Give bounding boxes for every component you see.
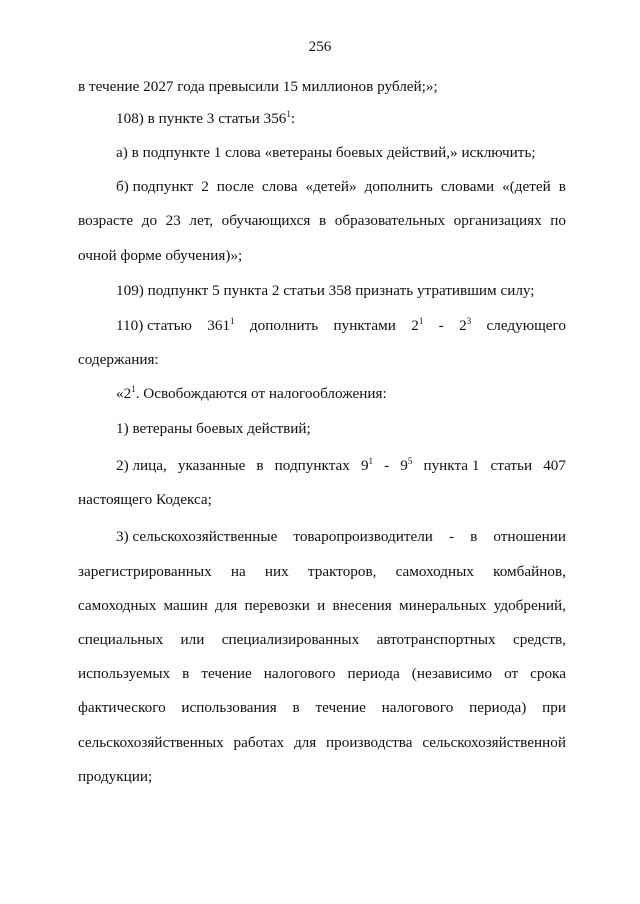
word: 23 [165,212,181,229]
word: используемых [78,665,171,682]
superscript: 1 [368,456,374,466]
word: тракторов, [307,563,377,580]
page-number: 256 [308,38,332,55]
text-line-14 [116,527,566,547]
word: лет, [189,212,214,229]
word: после [216,178,254,195]
word: и [317,597,326,614]
line-10-superscript: 1 [131,384,136,394]
word: автотранспортных [376,631,496,648]
word: периода [347,665,400,682]
text-line-17 [78,630,566,650]
word: течение [315,699,366,716]
word: использования [181,699,277,716]
word: при [542,699,566,716]
word: в [558,178,566,195]
word: внесения [332,597,392,614]
word: пункта 1 [423,457,480,474]
line-2-colon: : [290,110,296,127]
text-line-18 [78,664,566,684]
word: течение [201,665,252,682]
word: подпунктах [274,457,350,474]
text-line-10 [116,384,387,404]
text-line-12 [116,456,566,476]
text-line-9: содержания: [78,351,159,368]
word: 2 [459,317,467,334]
word: образовательных [334,212,446,229]
text-line-7: 109) подпункт 5 пункта 2 статьи 358 признать утратившим силу; [116,282,535,299]
word: зарегистрированных [78,563,212,580]
word: удобрений, [493,597,566,614]
text-line-1: в течение 2027 года превысили 15 миллионов рублей;»; [78,78,438,95]
word: них [264,563,289,580]
text-line-15 [78,562,566,582]
word: специализированных [221,631,360,648]
word: пунктами [333,317,396,334]
word: обучающихся [221,212,311,229]
superscript: 1 [230,316,235,326]
word: «детей» [305,178,357,195]
line-10-text: . Освобождаются от налогообложения: [135,385,387,402]
word: производства [326,734,413,751]
text-line-5 [78,211,566,231]
word: в [470,528,478,545]
word-with-superscript [207,316,234,336]
word: для [214,597,238,614]
line-2-text: 108) в пункте 3 статьи 356 [116,110,287,127]
word: комбайнов, [493,563,566,580]
text-line-3: а) в подпункте 1 слова «ветераны боевых действий,» исключить; [116,144,536,161]
text-line-2 [116,109,295,129]
word: 2 [411,317,419,334]
word: дополнить [364,178,433,195]
word: организациях [453,212,542,229]
word: следующего [486,317,566,334]
word: налогового [381,699,454,716]
word: в [292,699,300,716]
word: срока [530,665,566,682]
word: сельскохозяйственных [78,734,224,751]
word: 361 [207,317,231,334]
text-line-21: продукции; [78,768,153,785]
superscript: 5 [407,456,413,466]
word-with-superscript [459,316,471,336]
word: отношении [493,528,566,545]
word: - [438,317,444,334]
word: - [384,457,390,474]
word: периода) [469,699,527,716]
word: самоходных [78,597,157,614]
word: на [230,563,246,580]
word: 2) лица, [116,457,167,474]
word: в [319,212,327,229]
word: средств, [513,631,566,648]
word: (независимо [411,665,493,682]
word: самоходных [395,563,474,580]
text-line-13: настоящего Кодекса; [78,491,212,508]
word-with-superscript [411,316,423,336]
word: слова [261,178,298,195]
word: «(детей [502,178,551,195]
word-with-superscript [400,456,412,476]
text-line-6: очной форме обучения)»; [78,247,243,264]
word: до [141,212,158,229]
word: в [182,665,190,682]
text-line-4 [116,177,566,197]
word: 110) статью [116,317,192,334]
text-line-20 [78,733,566,753]
word: дополнить [249,317,319,334]
superscript: 1 [418,316,424,326]
word: словами [440,178,495,195]
line-10-quote-number: «2 [116,385,132,402]
word: указанные [177,457,246,474]
word: работах [233,734,285,751]
word: 407 [543,457,566,474]
word: 2 [201,178,209,195]
word: машин [163,597,208,614]
word: от [504,665,519,682]
word: или [180,631,205,648]
word: сельскохозяйственной [422,734,566,751]
word: б) подпункт [116,178,194,195]
text-line-19 [78,698,566,718]
word: специальных [78,631,164,648]
word: 3) сельскохозяйственные [116,528,278,545]
word-with-superscript [361,456,373,476]
word: налогового [263,665,336,682]
text-line-11: 1) ветераны боевых действий; [116,420,311,437]
word: 9 [360,457,369,474]
word: - [449,528,455,545]
word: 9 [400,457,408,474]
word: фактического [78,699,166,716]
text-line-8 [116,316,566,336]
text-line-16 [78,596,566,616]
line-2-superscript: 1 [286,109,291,119]
word: товаропроизводители [293,528,433,545]
word: статьи [490,457,533,474]
word: перевозки [244,597,310,614]
word: возрасте [78,212,134,229]
word: по [550,212,566,229]
word: минеральных [398,597,487,614]
word: в [256,457,264,474]
word: для [293,734,317,751]
superscript: 3 [466,316,472,326]
